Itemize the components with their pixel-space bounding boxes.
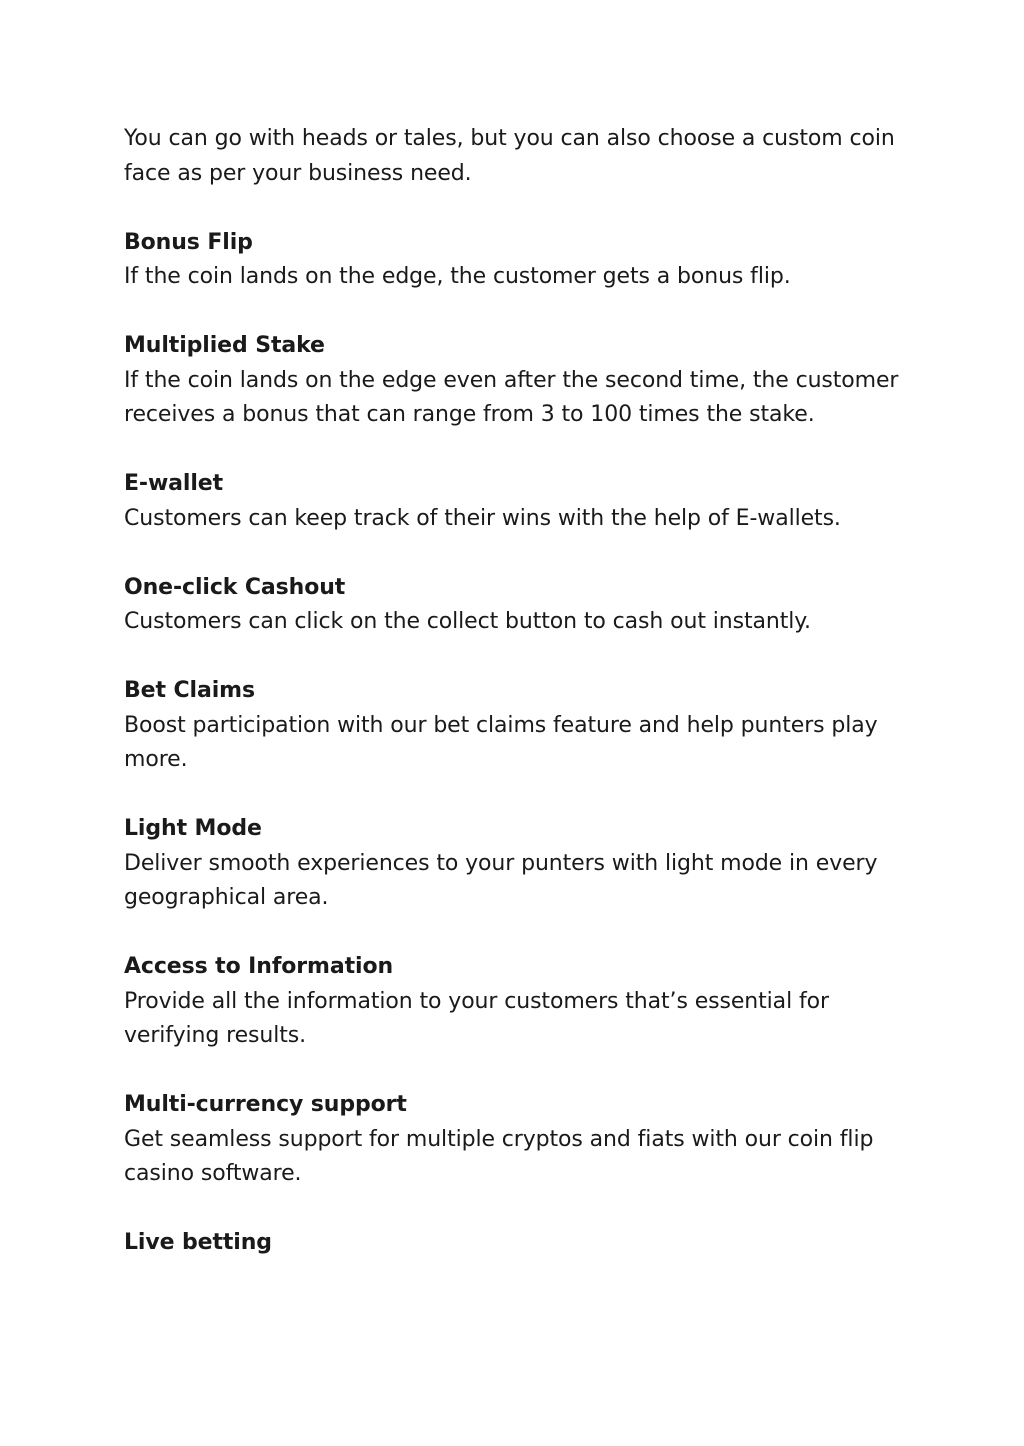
section-text: Customers can keep track of their wins with the help of E-wallets. (124, 505, 841, 531)
section-heading: Access to Information (124, 954, 394, 979)
section-heading: Live betting (124, 1230, 272, 1255)
section-text: Boost participation with our bet claims feature and help punters play more. (124, 712, 878, 772)
document-page (124, 122, 914, 1261)
section-heading: Multiplied Stake (124, 333, 325, 358)
section-bonus-flip (124, 226, 914, 295)
section-text: If the coin lands on the edge even after the second time, the customer receives a bonus that can range from 3 to 100 times the stake. (124, 367, 899, 427)
section-text: Get seamless support for multiple cryptos and fiats with our coin flip casino software. (124, 1126, 874, 1186)
section-text: Deliver smooth experiences to your punters with light mode in every geographical area. (124, 850, 878, 910)
section-multi-currency-support (124, 1088, 914, 1192)
section-heading: E-wallet (124, 471, 224, 496)
section-heading: Multi-currency support (124, 1092, 407, 1117)
section-heading: Bet Claims (124, 678, 255, 703)
section-bet-claims (124, 674, 914, 778)
section-light-mode (124, 812, 914, 916)
section-heading: Light Mode (124, 816, 262, 841)
section-live-betting (124, 1226, 914, 1261)
section-text: Customers can click on the collect button to cash out instantly. (124, 609, 811, 634)
section-one-click-cashout (124, 571, 914, 640)
intro-paragraph: You can go with heads or tales, but you can also choose a custom coin face as per your business need. (124, 126, 895, 186)
section-heading: Bonus Flip (124, 229, 253, 255)
section-text: Provide all the information to your customers that’s essential for verifying results. (124, 988, 829, 1048)
section-heading: One-click Cashout (124, 574, 346, 600)
section-access-to-information (124, 950, 914, 1054)
section-multiplied-stake (124, 329, 914, 433)
section-text: If the coin lands on the edge, the customer gets a bonus flip. (124, 264, 791, 289)
section-e-wallet (124, 467, 914, 536)
